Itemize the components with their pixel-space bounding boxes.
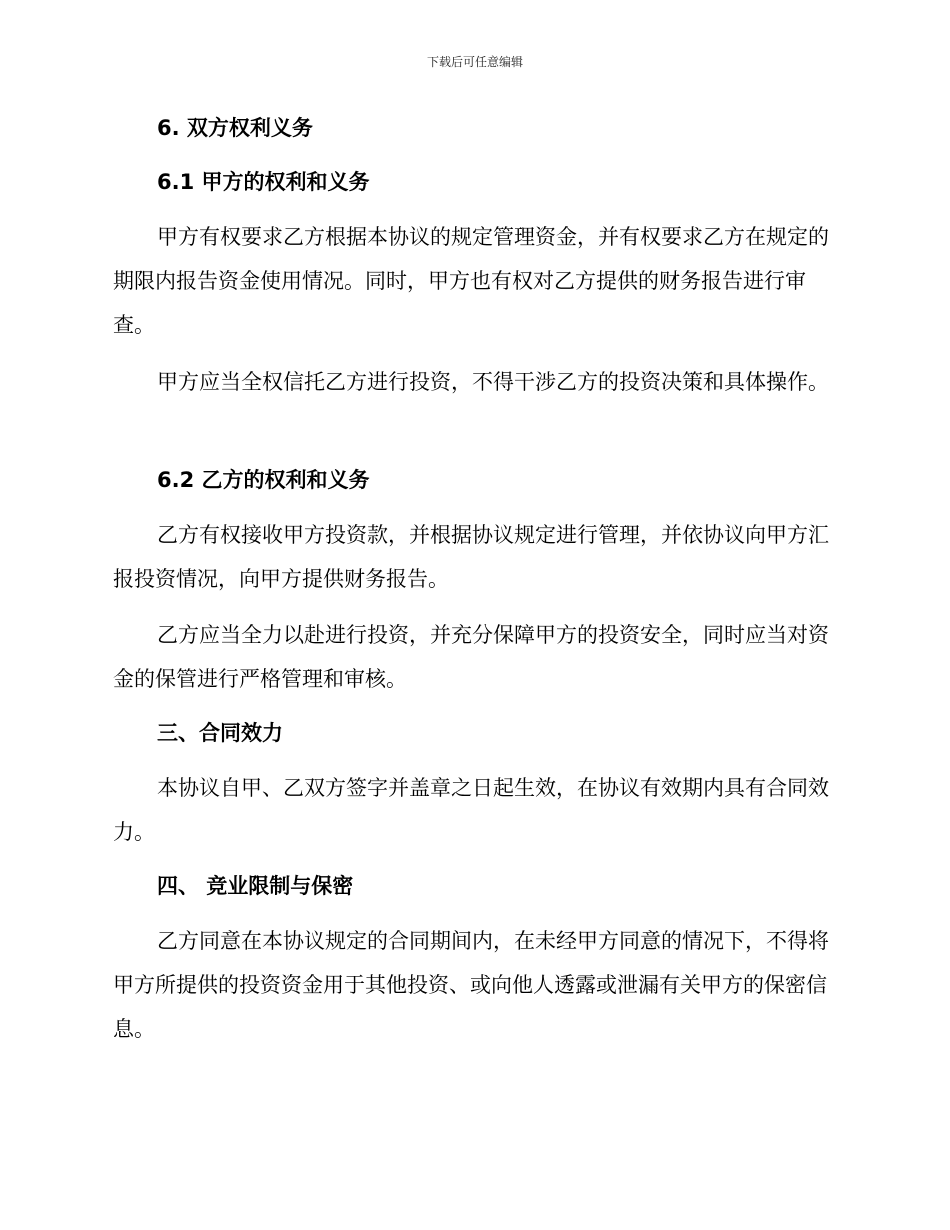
paragraph-block	[113, 613, 833, 701]
header-note: 下载后可任意编辑	[426, 55, 523, 69]
section-heading-4: 四、 竞业限制与保密	[157, 874, 354, 898]
section-heading-3: 三、合同效力	[157, 721, 283, 745]
paragraph-block	[113, 360, 833, 404]
paragraph-non-compete-confidentiality: 乙方同意在本协议规定的合同期间内，在未经甲方同意的情况下，不得将甲方所提供的投资资金用于其他投资、或向他人透露或泄漏有关甲方的保密信息。	[113, 929, 829, 1041]
paragraph-block	[113, 215, 833, 347]
paragraph-party-b-obligations: 乙方应当全力以赴进行投资，并充分保障甲方的投资安全，同时应当对资金的保管进行严格管理和审核。	[113, 623, 829, 691]
paragraph-block	[113, 513, 833, 601]
paragraph-contract-validity: 本协议自甲、乙双方签字并盖章之日起生效，在协议有效期内具有合同效力。	[113, 776, 829, 844]
paragraph-party-a-obligations: 甲方应当全权信托乙方进行投资，不得干涉乙方的投资决策和具体操作。	[157, 370, 829, 394]
paragraph-block	[113, 766, 833, 854]
section-heading-6: 6. 双方权利义务	[157, 116, 313, 140]
subsection-heading-6-1: 6.1 甲方的权利和义务	[157, 170, 370, 194]
paragraph-party-b-rights: 乙方有权接收甲方投资款，并根据协议规定进行管理，并依协议向甲方汇报投资情况，向甲方提供财务报告。	[113, 523, 829, 591]
subsection-heading-6-2: 6.2 乙方的权利和义务	[157, 468, 370, 492]
paragraph-party-a-rights: 甲方有权要求乙方根据本协议的规定管理资金，并有权要求乙方在规定的期限内报告资金使用情况。同时，甲方也有权对乙方提供的财务报告进行审查。	[113, 225, 829, 337]
paragraph-block	[113, 919, 833, 1051]
